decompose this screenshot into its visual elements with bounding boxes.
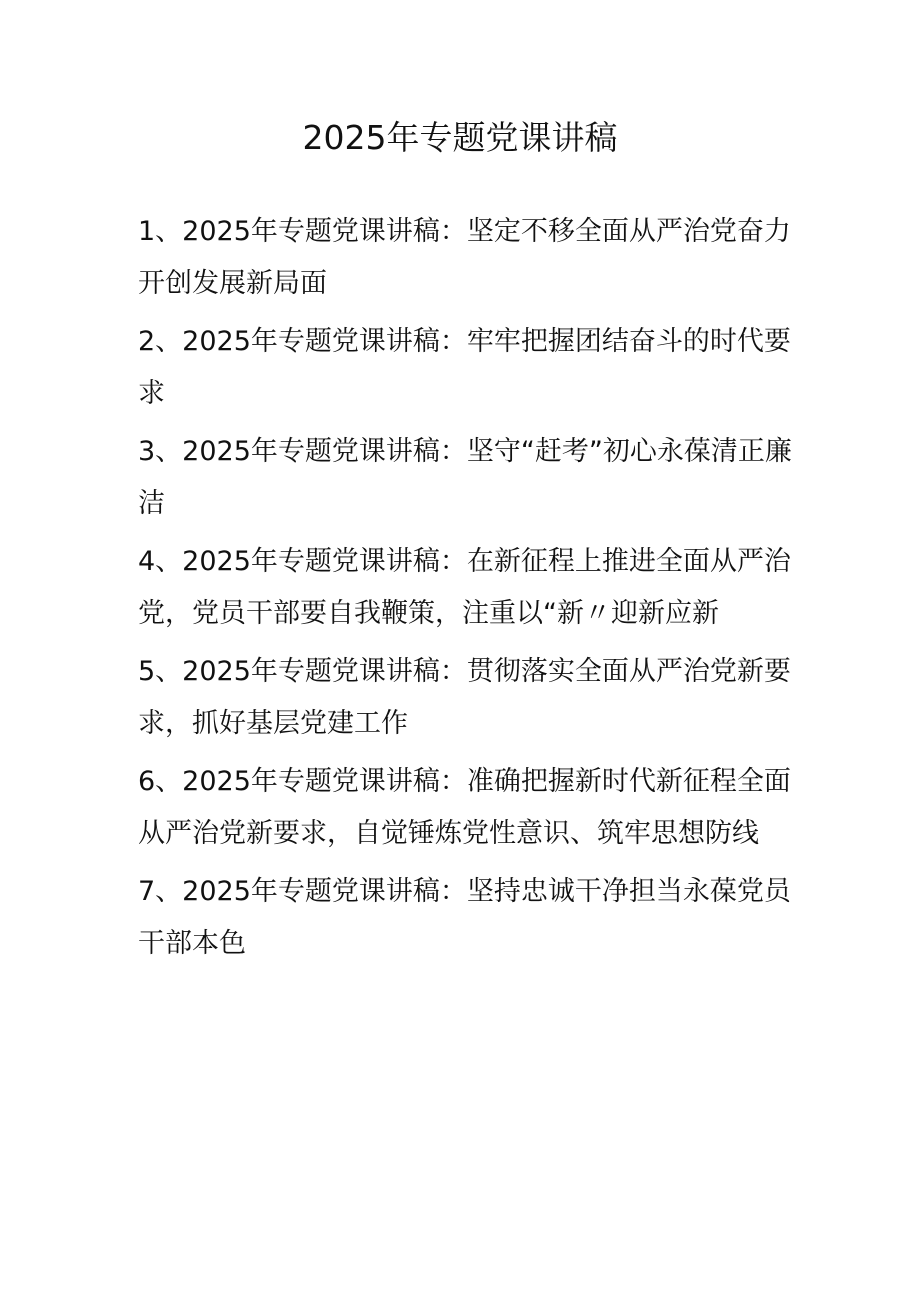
list-item	[138, 536, 793, 640]
list-item	[138, 646, 793, 750]
list-item	[138, 866, 793, 970]
document-title: 2025年专题党课讲稿	[302, 118, 618, 157]
list-item	[138, 426, 793, 530]
toc-list	[138, 206, 793, 976]
list-item-text: 5、2025年专题党课讲稿：贯彻落实全面从严治党新要求，抓好基层党建工作	[138, 656, 791, 739]
list-item-text: 3、2025年专题党课讲稿：坚守“赶考”初心永葆清正廉洁	[138, 436, 792, 519]
list-item	[138, 206, 793, 310]
list-item-text: 7、2025年专题党课讲稿：坚持忠诚干净担当永葆党员干部本色	[138, 876, 791, 959]
list-item-text: 2、2025年专题党课讲稿：牢牢把握团结奋斗的时代要求	[138, 326, 791, 409]
list-item-text: 4、2025年专题党课讲稿：在新征程上推进全面从严治党，党员干部要自我鞭策，注重以“新〃迎新应新	[138, 546, 791, 629]
list-item	[138, 316, 793, 420]
list-item	[138, 756, 793, 860]
list-item-text: 1、2025年专题党课讲稿：坚定不移全面从严治党奋力开创发展新局面	[138, 216, 791, 299]
list-item-text: 6、2025年专题党课讲稿：准确把握新时代新征程全面从严治党新要求，自觉锤炼党性意识、筑牢思想防线	[138, 766, 791, 849]
